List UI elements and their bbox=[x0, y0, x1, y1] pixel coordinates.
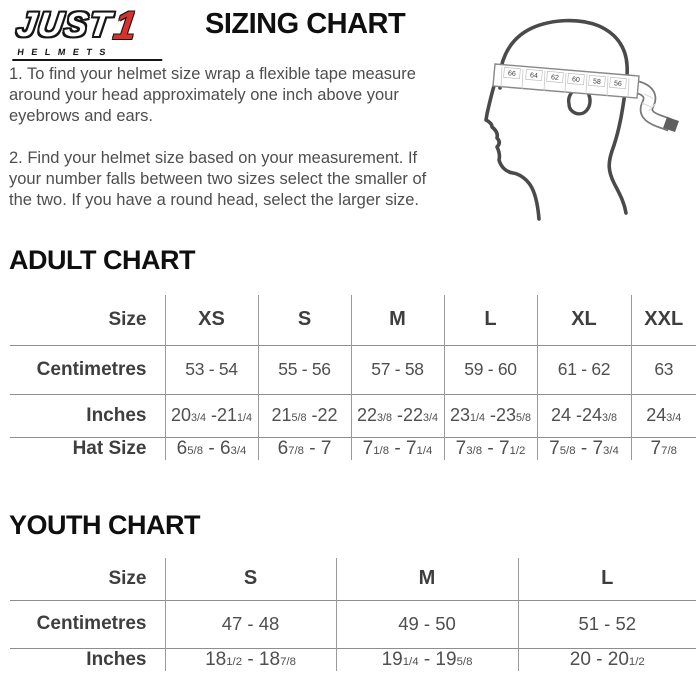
size-value-cell: 61 - 62 bbox=[537, 345, 631, 394]
fraction: 1/8 bbox=[373, 444, 390, 457]
head-measurement-illustration bbox=[448, 10, 698, 230]
size-value-cell: 243/4 bbox=[631, 394, 696, 437]
fraction: 5/8 bbox=[456, 655, 473, 668]
table-row bbox=[10, 345, 696, 394]
instructions bbox=[9, 64, 437, 232]
fraction: 3/4 bbox=[666, 412, 682, 424]
fraction: 3/8 bbox=[602, 412, 618, 424]
fraction: 5/8 bbox=[187, 444, 204, 457]
fraction: 1/4 bbox=[402, 655, 419, 668]
adult-chart-title: ADULT CHART bbox=[9, 245, 195, 275]
size-value-cell: 20 - 201/2 bbox=[518, 648, 696, 671]
fraction: 5/8 bbox=[291, 412, 307, 424]
fraction: 3/8 bbox=[466, 444, 483, 457]
instruction-step-1: 1. To find your helmet size wrap a flexible tape measure around your head approximately one inch above your eyebrows and ears. bbox=[9, 65, 416, 125]
fraction: 7/8 bbox=[280, 655, 296, 668]
tape-number: 56 bbox=[613, 80, 623, 88]
tape-number: 64 bbox=[529, 72, 539, 80]
adult-chart-table bbox=[10, 295, 696, 460]
size-value-cell: 59 - 60 bbox=[444, 345, 537, 394]
size-value-cell: 223/8 -223/4 bbox=[351, 394, 444, 437]
fraction: 7/8 bbox=[288, 444, 304, 457]
size-value-cell: 57 - 58 bbox=[351, 345, 444, 394]
row-label: Centimetres bbox=[10, 600, 165, 648]
size-value-cell: 191/4 - 195/8 bbox=[336, 648, 518, 671]
size-column-header: XL bbox=[537, 295, 631, 345]
size-value-cell: 65/8 - 63/4 bbox=[165, 437, 258, 460]
tape-number: 62 bbox=[550, 74, 560, 82]
size-value-cell: 67/8 - 7 bbox=[258, 437, 351, 460]
size-value-cell: 203/4 -211/4 bbox=[165, 394, 258, 437]
size-column-header: XXL bbox=[631, 295, 696, 345]
fraction: 3/4 bbox=[230, 444, 247, 457]
fraction: 1/4 bbox=[469, 412, 485, 424]
size-value-cell: 77/8 bbox=[631, 437, 696, 460]
logo-brand-number: 1 bbox=[110, 4, 140, 48]
page-title: SIZING CHART bbox=[205, 8, 406, 40]
fraction: 7/8 bbox=[661, 444, 677, 457]
fraction: 3/4 bbox=[190, 412, 206, 424]
size-column-header: XS bbox=[165, 295, 258, 345]
fraction: 1/2 bbox=[509, 444, 526, 457]
fraction: 5/8 bbox=[559, 444, 576, 457]
table-row bbox=[10, 437, 696, 460]
fraction: 3/8 bbox=[376, 412, 392, 424]
fraction: 3/4 bbox=[423, 412, 439, 424]
logo-brand-text: JUST bbox=[14, 6, 115, 44]
row-label-header: Size bbox=[108, 567, 147, 589]
size-value-cell: 181/2 - 187/8 bbox=[165, 648, 336, 671]
fraction: 1/2 bbox=[628, 655, 645, 668]
size-column-header: S bbox=[258, 295, 351, 345]
table-row bbox=[10, 394, 696, 437]
instruction-step-2: 2. Find your helmet size based on your measurement. If your number falls between two sizes select the smaller of the two. If you have a round head, select the larger size. bbox=[9, 149, 427, 209]
table-header-row bbox=[10, 558, 696, 600]
head-tape-measure-drawing bbox=[448, 10, 698, 230]
size-value-cell: 49 - 50 bbox=[336, 600, 518, 648]
row-label-header: Size bbox=[108, 308, 147, 330]
just1-logo bbox=[12, 6, 195, 61]
size-value-cell: 215/8 -22 bbox=[258, 394, 351, 437]
size-value-cell: 24 -243/8 bbox=[537, 394, 631, 437]
table-row bbox=[10, 648, 696, 671]
tape-number: 58 bbox=[592, 78, 602, 86]
fraction: 5/8 bbox=[516, 412, 532, 424]
size-column-header: M bbox=[351, 295, 444, 345]
youth-chart-title: YOUTH CHART bbox=[9, 510, 200, 540]
fraction: 1/4 bbox=[237, 412, 253, 424]
size-column-header: L bbox=[444, 295, 537, 345]
size-value-cell: 47 - 48 bbox=[165, 600, 336, 648]
table-header-row bbox=[10, 295, 696, 345]
size-column-header: M bbox=[336, 558, 518, 600]
row-label: Centimetres bbox=[10, 345, 165, 394]
tape-number: 66 bbox=[507, 70, 517, 78]
size-value-cell: 63 bbox=[631, 345, 696, 394]
row-label: Inches bbox=[10, 394, 165, 437]
row-label: Hat Size bbox=[10, 437, 165, 460]
size-column-header: S bbox=[165, 558, 336, 600]
fraction: 1/2 bbox=[226, 655, 243, 668]
size-value-cell: 71/8 - 71/4 bbox=[351, 437, 444, 460]
row-label: Inches bbox=[10, 648, 165, 671]
size-value-cell: 53 - 54 bbox=[165, 345, 258, 394]
size-value-cell: 231/4 -235/8 bbox=[444, 394, 537, 437]
size-value-cell: 73/8 - 71/2 bbox=[444, 437, 537, 460]
logo-wordmark bbox=[14, 6, 195, 46]
size-value-cell: 55 - 56 bbox=[258, 345, 351, 394]
tape-number: 60 bbox=[571, 76, 581, 84]
size-value-cell: 75/8 - 73/4 bbox=[537, 437, 631, 460]
fraction: 1/4 bbox=[416, 444, 433, 457]
logo-subtitle: HELMETS bbox=[12, 47, 164, 61]
fraction: 3/4 bbox=[603, 444, 619, 457]
head-outline bbox=[500, 21, 627, 213]
size-column-header: L bbox=[518, 558, 696, 600]
face-profile bbox=[486, 86, 539, 219]
table-row bbox=[10, 600, 696, 648]
youth-chart-table bbox=[10, 558, 696, 671]
size-value-cell: 51 - 52 bbox=[518, 600, 696, 648]
